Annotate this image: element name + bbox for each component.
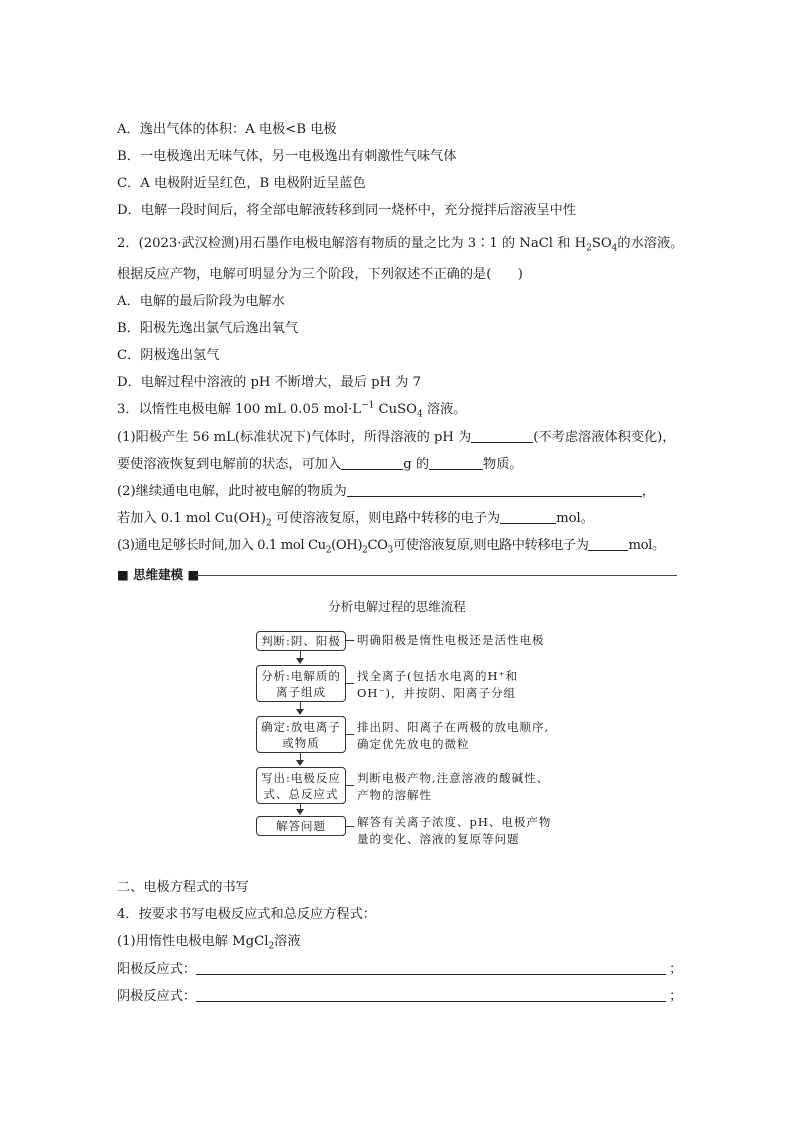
q3-part2-line2: 若加入 0.1 mol $Cu(OH)_2$ 可使溶液复原，则电路中转移的电子为 mol。 bbox=[117, 511, 594, 529]
q1-option-c: C．A 电极附近呈红色，B 电极附近呈蓝色 bbox=[117, 176, 366, 191]
q1-option-a: A．逸出气体的体积：A 电极<B 电极 bbox=[117, 122, 337, 137]
flow-desc-5b: 量的变化、溶液的复原等问题 bbox=[357, 832, 520, 846]
flow-step-analyze: 分析:电解质的离子组成 bbox=[256, 665, 346, 702]
flow-desc-2a: 找全离子(包括水电离的H⁺和 bbox=[357, 669, 519, 683]
section-rule bbox=[195, 575, 677, 576]
flow-desc-3a: 排出阴、阳离子在两极的放电顺序, bbox=[357, 720, 550, 734]
flow-arrow-head bbox=[296, 809, 304, 815]
section-heading: 二、电极方程式的书写 bbox=[117, 880, 249, 895]
q3-part2-line1: (2)继续通电电解，此时被电解的物质为 ， bbox=[117, 484, 655, 499]
q3-part1-line2: 要使溶液恢复到电解前的状态，可加入 g 的 物质。 bbox=[117, 457, 523, 472]
q1-option-d: D．电解一段时间后，将全部电解液转移到同一烧杯中，充分搅拌后溶液呈中性 bbox=[117, 203, 576, 218]
section-header-bar bbox=[117, 566, 677, 584]
section-label: ■ 思维建模 ■ bbox=[117, 567, 200, 582]
flow-desc-3b: 确定优先放电的微粒 bbox=[357, 737, 470, 751]
flow-arrow-head bbox=[296, 709, 304, 715]
q2-option-d: D．电解过程中溶液的 pH 不断增大，最后 pH 为 7 bbox=[117, 375, 421, 390]
flow-connector bbox=[346, 785, 354, 786]
q3-stem: 3．以惰性电极电解 100 mL 0.05 $mol\cdot L^{-1}$ CuSO$_4$ 溶液。 bbox=[117, 400, 467, 420]
q2-option-b: B．阳极先逸出氯气后逸出氧气 bbox=[117, 321, 299, 336]
q3-part3: (3)通电足够长时间,加入 0.1 mol $Cu_2(OH)_2CO_3$可使溶液复原,则电路中转移电子为 mol。 bbox=[117, 538, 665, 556]
q2-stem-2: 根据反应产物，电解可明显分为三个阶段，下列叙述不正确的是( ) bbox=[117, 267, 523, 282]
cathode-label: 阴极反应式： bbox=[117, 989, 197, 1004]
anode-label: 阳极反应式： bbox=[117, 962, 197, 977]
q2-option-a: A．电解的最后阶段为电解水 bbox=[117, 294, 285, 309]
flow-arrow-head bbox=[296, 760, 304, 766]
answer-blank[interactable] bbox=[429, 455, 483, 470]
flow-arrow-head bbox=[296, 658, 304, 664]
flow-connector bbox=[346, 683, 354, 684]
answer-blank[interactable] bbox=[341, 455, 403, 470]
flow-desc-1: 明确阳极是惰性电极还是活性电极 bbox=[357, 633, 545, 647]
flow-desc-4b: 产物的溶解性 bbox=[357, 788, 432, 802]
flow-step-determine: 确定:放电离子或物质 bbox=[256, 716, 346, 753]
answer-blank[interactable] bbox=[500, 509, 556, 524]
flow-desc-5a: 解答有关离子浓度、pH、电极产物 bbox=[357, 815, 552, 829]
flow-step-write: 写出:电极反应式、总反应式 bbox=[256, 767, 346, 804]
flowchart-title: 分析电解过程的思维流程 bbox=[328, 599, 466, 614]
answer-blank[interactable] bbox=[588, 536, 628, 551]
q2-stem: 2．(2023·武汉检测)用石墨作电极电解溶有物质的量之比为 3∶1 的 NaCl 和 $H_2SO_4$的水溶液。 bbox=[117, 236, 684, 254]
q4-stem: 4．按要求书写电极反应式和总反应方程式： bbox=[117, 907, 376, 922]
flow-step-judge: 判断:阴、阳极 bbox=[256, 631, 346, 651]
q4-part1: (1)用惰性电极电解 MgCl$_2$溶液 bbox=[117, 934, 301, 952]
cathode-line: 阴极反应式： ； bbox=[117, 989, 683, 1004]
q1-option-b: B．一电极逸出无味气体，另一电极逸出有刺激性气味气体 bbox=[117, 149, 457, 164]
anode-line: 阳极反应式： ； bbox=[117, 962, 683, 977]
cathode-answer-blank[interactable] bbox=[196, 987, 666, 1002]
q2-option-c: C．阴极逸出氢气 bbox=[117, 348, 220, 363]
answer-blank[interactable] bbox=[471, 428, 533, 443]
flow-connector bbox=[346, 734, 354, 735]
q3-part1-line1: (1)阳极产生 56 mL(标准状况下)气体时，所得溶液的 pH 为 (不考虑溶液体积变化)， bbox=[117, 430, 676, 445]
flow-desc-2b: OH⁻)，并按阴、阳离子分组 bbox=[357, 686, 517, 700]
flow-connector bbox=[346, 826, 354, 827]
flow-desc-4a: 判断电极产物,注意溶液的酸碱性、 bbox=[357, 771, 550, 785]
flow-step-answer: 解答问题 bbox=[256, 816, 346, 836]
flow-connector bbox=[346, 640, 354, 641]
anode-answer-blank[interactable] bbox=[196, 960, 666, 975]
answer-blank[interactable] bbox=[347, 482, 642, 497]
